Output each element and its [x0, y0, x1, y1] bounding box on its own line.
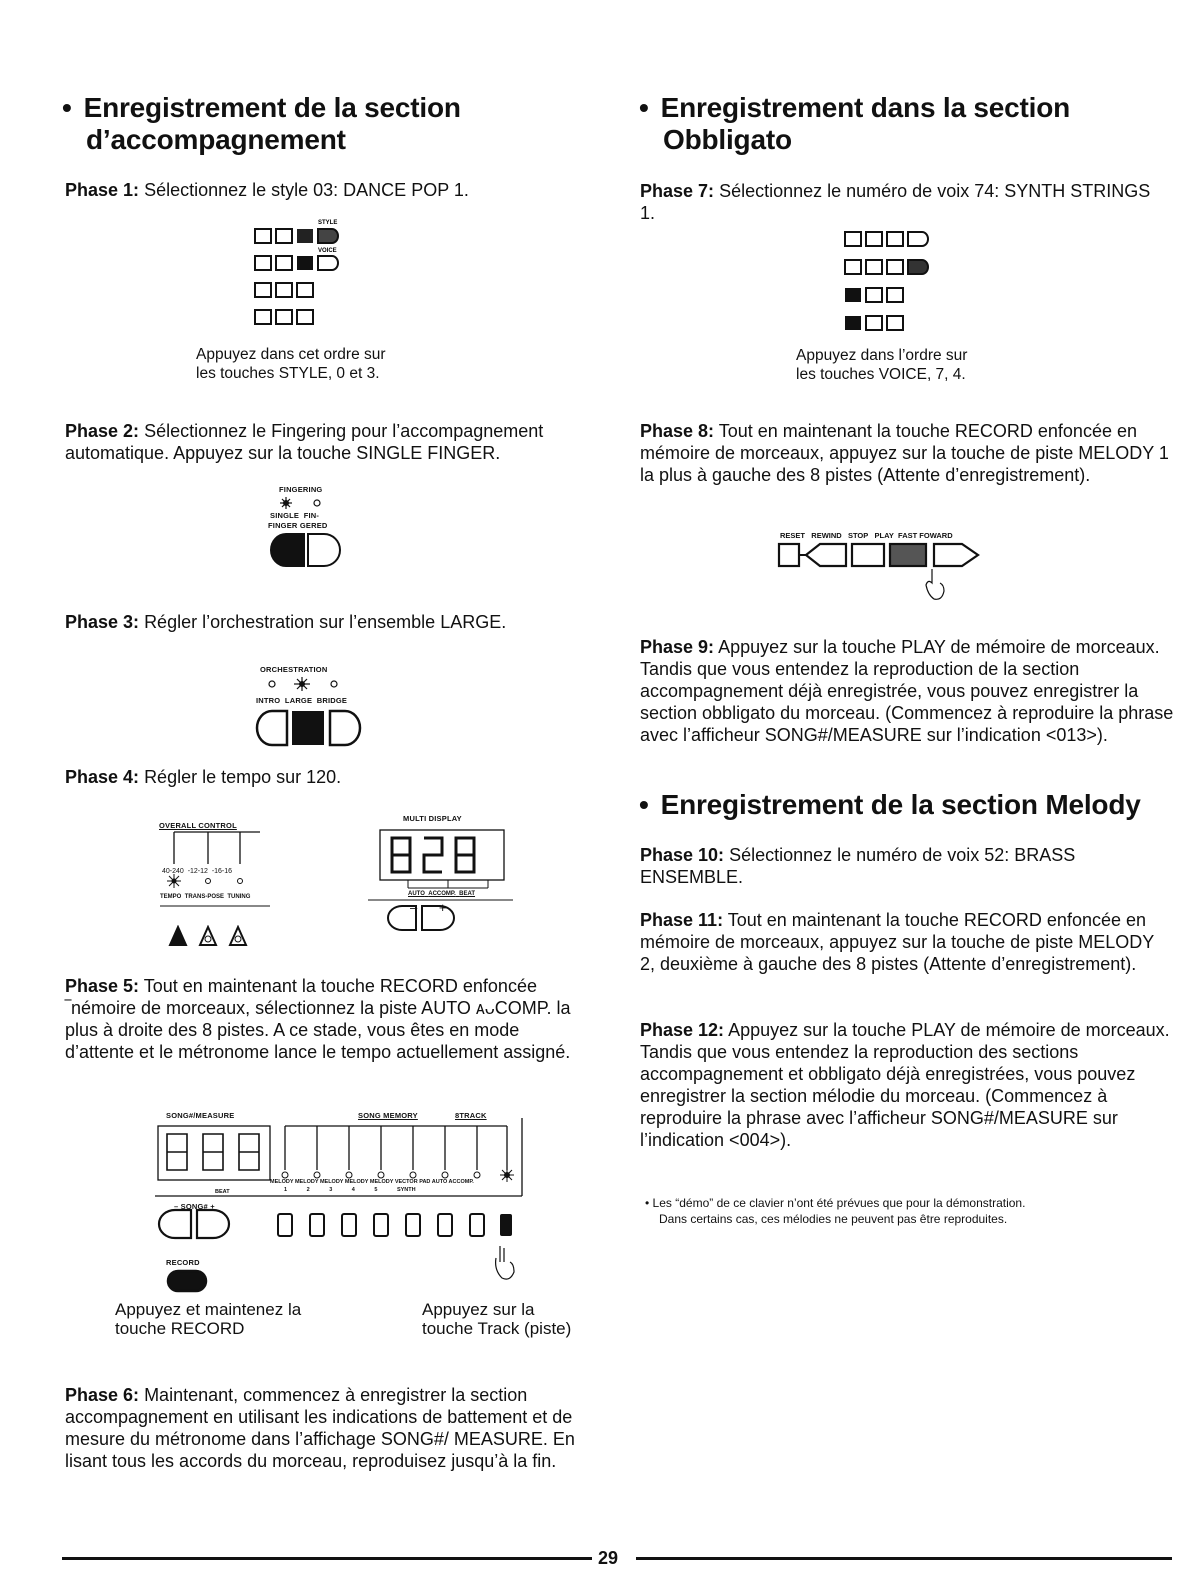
phase9-text: Phase 9: Appuyez sur la touche PLAY de mémoire de morceaux. Tandis que vous entendez la reproduction de la section accompagnement déjà enregistrée, vous pouvez enregistrer la section obbligato du morceau. (Commencez à reproduire la phrase avec l’afficheur SONG#/MEASURE sur l’indication <013>). — [640, 637, 1174, 745]
keypad-diagram-style — [250, 212, 370, 330]
multi-display-sublabels: AUTO ACCOMP. BEAT — [408, 891, 476, 897]
phase12-text: Phase 12: Appuyez sur la touche PLAY de mémoire de morceaux. Tandis que vous entendez la reproduction des sections accompagnement et obbligato déjà enregistrées, vous pouvez enregistrer la section mélodie du morceau. (Commencez à reproduire la phrase avec l’afficheur SONG#/MEASURE sur l’indication <004>). — [640, 1020, 1170, 1150]
footnote: • Les “démo” de ce clavier n’ont été prévues que pour la démonstration. Dans certains cas, ces mélodies ne peuvent pas être reproduites. — [645, 1196, 1026, 1226]
phase8-text: Phase 8: Tout en maintenant la touche RECORD enfoncée en mémoire de morceaux, appuyez sur la touche de piste MELODY 1 la plus à gauche des 8 pistes (Attente d’enregistrement). — [640, 421, 1169, 485]
multi-display-title: MULTI DISPLAY — [403, 814, 462, 823]
large-button — [292, 711, 324, 745]
phase5-caption-right: Appuyez sur la touche Track (piste) — [422, 1300, 572, 1338]
beat-label: BEAT — [215, 1189, 230, 1195]
overall-names: TEMPO TRANS-POSE TUNING — [160, 894, 251, 900]
phase7-caption: Appuyez dans l’ordre sur les touches VOICE, 7, 4. — [796, 347, 968, 383]
stop-button — [852, 544, 884, 566]
track-numbers: 1 2 3 4 5 SYNTH — [284, 1187, 416, 1193]
song-plus-button — [197, 1210, 229, 1238]
voice-key-label: VOICE — [318, 248, 337, 254]
phase1-caption: Appuyez dans cet ordre sur les touches STYLE, 0 et 3. — [196, 346, 386, 382]
pointing-hand — [496, 1246, 514, 1279]
song-number-control-label: – SONG# + — [174, 1202, 215, 1211]
keypad-diagram-voice — [840, 222, 960, 340]
song-measure-label: SONG#/MEASURE — [166, 1111, 235, 1120]
phase6-text: Phase 6: Maintenant, commencez à enregistrer la section accompagnement en utilisant les indications de battement et de mesure du métronome dans l’affichage SONG#/ MEASURE. En lisant tous les accords du morceau, reproduisez jusqu’à la fin. — [65, 1385, 575, 1471]
transport-buttons — [776, 541, 1036, 601]
single-finger-button — [271, 534, 304, 566]
song-minus-button — [159, 1210, 191, 1238]
page-number: 29 — [598, 1548, 619, 1568]
fingering-leds — [280, 497, 330, 511]
song-memory-label: SONG MEMORY — [358, 1111, 418, 1120]
intro-button — [257, 711, 287, 745]
phase1-text: Phase 1: Sélectionnez le style 03: DANCE POP 1. — [65, 180, 469, 200]
phase3-text: Phase 3: Régler l’orchestration sur l’ensemble LARGE. — [65, 612, 507, 632]
multi-display — [368, 826, 518, 936]
orchestration-leds — [264, 677, 344, 693]
fingered-button — [308, 534, 340, 566]
overall-triangle-buttons — [168, 925, 268, 947]
fingering-buttons — [268, 532, 348, 568]
fast-forward-button — [934, 544, 978, 566]
footer-rule-left — [62, 1557, 592, 1560]
transport-labels: RESET REWIND STOP PLAY FAST FOWARD — [780, 531, 953, 540]
style-key-label: STYLE — [318, 220, 338, 226]
footer-rule-right — [636, 1557, 1172, 1560]
track-labels: MELODY MELODY MELODY MELODY MELODY VECTOR PAD AUTO ACCOMP. — [270, 1179, 474, 1185]
phase2-text: Phase 2: Sélectionnez le Fingering pour l’accompagnement automatique. Appuyez sur la touche SINGLE FINGER. — [65, 421, 544, 463]
bridge-button — [330, 711, 360, 745]
rewind-button — [806, 544, 846, 566]
auto-accomp-track-button — [500, 1214, 512, 1236]
orchestration-buttons — [254, 708, 366, 748]
phase4-text: Phase 4: Régler le tempo sur 120. — [65, 767, 342, 787]
multi-display-pm: – + — [410, 900, 447, 915]
record-button — [168, 1271, 206, 1291]
finger-label: FINGER GERED — [268, 521, 328, 530]
phase7-text: Phase 7: Sélectionnez le numéro de voix 74: SYNTH STRINGS 1. — [640, 181, 1151, 223]
overall-control-title: OVERALL CONTROL — [159, 821, 237, 830]
accomp-heading: • Enregistrement de la section d’accompagnement — [62, 92, 461, 155]
orchestration-labels: INTRO LARGE BRIDGE — [256, 696, 348, 705]
orchestration-title: ORCHESTRATION — [260, 665, 328, 674]
phase10-text: Phase 10: Sélectionnez le numéro de voix 52: BRASS ENSEMBLE. — [640, 845, 1076, 887]
obbligato-heading: • Enregistrement dans la section Obbligato — [639, 92, 1071, 155]
record-label: RECORD — [166, 1258, 200, 1267]
reset-button — [779, 544, 799, 566]
pointing-hand-play — [926, 569, 944, 599]
phase5-caption-left: Appuyez et maintenez la touche RECORD — [115, 1300, 302, 1338]
phase11-text: Phase 11: Tout en maintenant la touche RECORD enfoncée en mémoire de morceaux, appuyez sur la touche de piste MELODY 2, deuxième à gauche des 8 pistes (Attente d’enregistrement). — [640, 910, 1154, 974]
overall-ranges: 40-240 -12-12 -16-16 — [162, 868, 233, 875]
phase5-text: Phase 5: Tout en maintenant la touche RECORD enfoncée ‾némoire de morceaux, sélectionnez la piste AUTO ᴀᴗCOMP. la plus à droite des 8 pistes. A ce stade, vous êtes en mode d’attente et le métronome lance le tempo actuellement assigné. — [65, 976, 571, 1062]
play-button — [890, 544, 926, 566]
fingering-title: FINGERING — [279, 485, 323, 494]
8track-label: 8TRACK — [455, 1111, 487, 1120]
melody-heading: • Enregistrement de la section Melody — [639, 789, 1141, 820]
single-label: SINGLE FIN- — [270, 511, 320, 520]
